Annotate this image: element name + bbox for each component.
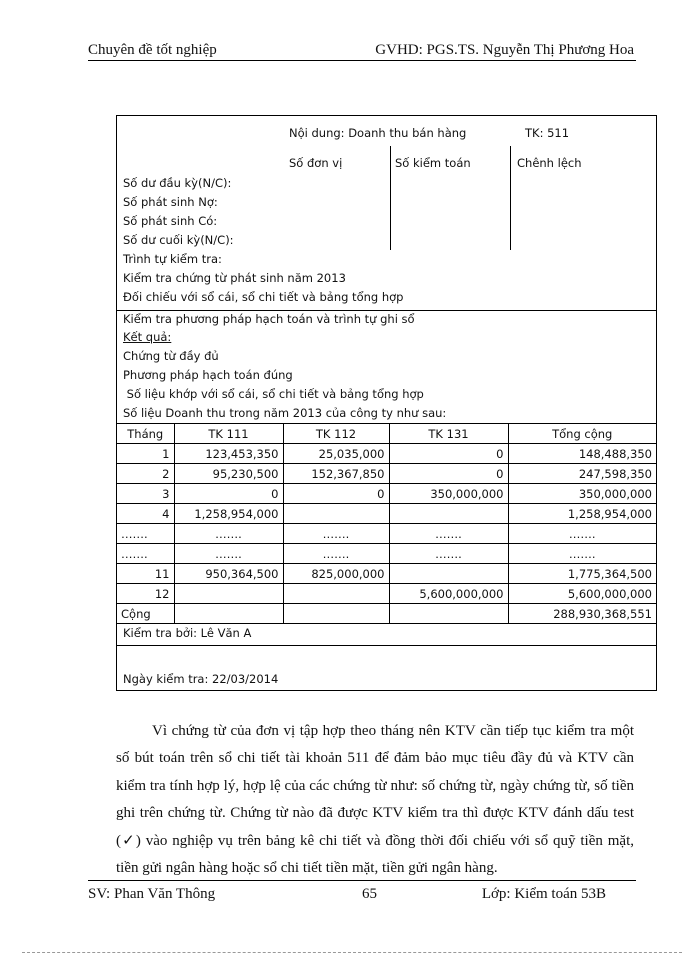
procedure-title: Trình tự kiểm tra: xyxy=(123,252,222,266)
cell-tk111: 0 xyxy=(174,484,283,504)
footer-student: SV: Phan Văn Thông xyxy=(88,886,216,902)
cell-total: 148,488,350 xyxy=(508,444,656,464)
cell-tk112: ……. xyxy=(283,544,389,564)
cell-tk111: 95,230,500 xyxy=(174,464,283,484)
cell-total: 247,598,350 xyxy=(508,464,656,484)
audit-worksheet xyxy=(116,115,657,691)
audit-column-divider xyxy=(390,146,391,250)
table-row xyxy=(117,484,656,504)
cell-total: 1,258,954,000 xyxy=(508,504,656,524)
cell-tk131: ……. xyxy=(389,544,508,564)
account-label: TK: 511 xyxy=(525,126,570,140)
cell-tk131 xyxy=(389,564,508,584)
cell-tk112: ……. xyxy=(283,524,389,544)
cell-tk131: 350,000,000 xyxy=(389,484,508,504)
cell-tk112 xyxy=(283,584,389,604)
cell-total: ……. xyxy=(508,544,656,564)
cell-month: 11 xyxy=(117,564,174,584)
cell-tk111: 1,258,954,000 xyxy=(174,504,283,524)
table-header: TK 112 xyxy=(283,424,389,444)
cell-month: 12 xyxy=(117,584,174,604)
cell-tk131: 0 xyxy=(389,464,508,484)
cell-month: ……. xyxy=(117,524,174,544)
footer-class: Lớp: Kiểm toán 53B xyxy=(481,886,606,902)
cell-total: 1,775,364,500 xyxy=(508,564,656,584)
cell-tk131: 5,600,000,000 xyxy=(389,584,508,604)
cell-tk131: 0 xyxy=(389,444,508,464)
table-row xyxy=(117,464,656,484)
diff-column-divider xyxy=(510,146,511,250)
revenue-table xyxy=(117,423,656,624)
table-row xyxy=(117,584,656,604)
cell-tk111: 123,453,350 xyxy=(174,444,283,464)
cell-total: ……. xyxy=(508,524,656,544)
col-diff-header: Chênh lệch xyxy=(517,156,582,170)
table-header: Tổng cộng xyxy=(508,424,656,444)
result-title: Kết quả: xyxy=(123,330,172,344)
cell-total: 5,600,000,000 xyxy=(508,584,656,604)
col-unit-header: Số đơn vị xyxy=(289,156,343,170)
table-header: TK 131 xyxy=(389,424,508,444)
row-closing-balance: Số dư cuối kỳ(N/C): xyxy=(123,233,234,247)
procedure-item: Đối chiếu với sổ cái, sổ chi tiết và bảng tổng hợp xyxy=(123,290,404,304)
cell-tk112: 152,367,850 xyxy=(283,464,389,484)
cell-tk112 xyxy=(283,504,389,524)
section-divider xyxy=(117,310,656,311)
cell-tk112: 825,000,000 xyxy=(283,564,389,584)
table-header: Tháng xyxy=(117,424,174,444)
header-advisor: GVHD: PGS.TS. Nguyễn Thị Phương Hoa xyxy=(375,42,634,58)
result-item: Chứng từ đầy đủ xyxy=(123,349,219,363)
check-date: Ngày kiểm tra: 22/03/2014 xyxy=(123,672,279,686)
footer-divider xyxy=(88,880,636,881)
section-divider xyxy=(117,645,656,646)
cell-month: ……. xyxy=(117,544,174,564)
content-label: Nội dung: Doanh thu bán hàng xyxy=(289,126,467,140)
table-total-row xyxy=(117,604,656,624)
procedure-item: Kiểm tra chứng từ phát sinh năm 2013 xyxy=(123,271,346,285)
table-row xyxy=(117,444,656,464)
cell-tk111: ……. xyxy=(174,524,283,544)
row-credit: Số phát sinh Có: xyxy=(123,214,218,228)
cell-tk112: 25,035,000 xyxy=(283,444,389,464)
page-number: 65 xyxy=(362,886,377,902)
cell-tk131 xyxy=(389,504,508,524)
table-row xyxy=(117,564,656,584)
cell-tk131: ……. xyxy=(389,524,508,544)
cell-month: 1 xyxy=(117,444,174,464)
body-paragraph xyxy=(116,718,634,882)
cell-tk111: ……. xyxy=(174,544,283,564)
cell-total: 350,000,000 xyxy=(508,484,656,504)
row-opening-balance: Số dư đầu kỳ(N/C): xyxy=(123,176,232,190)
paragraph-text: Vì chứng từ của đơn vị tập hợp theo tháng nên KTV cần tiếp tục kiểm tra một số bút toán trên sổ chi tiết tài khoản 511 để đảm bảo mục tiêu đầy đủ và KTV cần kiểm tra tính hợp lý, hợp lệ của các chứng từ như: số chứng từ, ngày chứng từ, số tiền ghi trên chứng từ. Chứng từ nào đã được KTV kiểm tra thì được KTV đánh dấu test (✓) vào nghiệp vụ trên bảng kê chi tiết và đồng thời đối chiếu với sổ quỹ tiền mặt, tiền gửi ngân hàng hoặc sổ chi tiết tiền mặt, tiền gửi ngân hàng. xyxy=(116,723,634,877)
method-check: Kiểm tra phương pháp hạch toán và trình tự ghi sổ xyxy=(123,312,415,326)
revenue-intro: Số liệu Doanh thu trong năm 2013 của công ty như sau: xyxy=(123,406,447,420)
table-row xyxy=(117,524,656,544)
col-audit-header: Số kiểm toán xyxy=(395,156,471,170)
cell-tk131 xyxy=(389,604,508,624)
cell-tk111 xyxy=(174,604,283,624)
total-label: Cộng xyxy=(117,604,174,624)
page-break-line xyxy=(22,952,682,953)
header-divider xyxy=(88,60,636,61)
table-header-row xyxy=(117,424,656,444)
cell-tk112: 0 xyxy=(283,484,389,504)
header-title: Chuyên đề tốt nghiệp xyxy=(88,42,217,58)
result-item: Số liệu khớp với sổ cái, sổ chi tiết và bảng tổng hợp xyxy=(123,387,424,401)
cell-tk112 xyxy=(283,604,389,624)
cell-month: 2 xyxy=(117,464,174,484)
total-value: 288,930,368,551 xyxy=(508,604,656,624)
table-header: TK 111 xyxy=(174,424,283,444)
cell-tk111: 950,364,500 xyxy=(174,564,283,584)
cell-month: 4 xyxy=(117,504,174,524)
cell-month: 3 xyxy=(117,484,174,504)
cell-tk111 xyxy=(174,584,283,604)
row-debit: Số phát sinh Nợ: xyxy=(123,195,218,209)
table-row xyxy=(117,504,656,524)
checked-by: Kiểm tra bởi: Lê Văn A xyxy=(123,626,252,640)
result-item: Phương pháp hạch toán đúng xyxy=(123,368,293,382)
table-row xyxy=(117,544,656,564)
